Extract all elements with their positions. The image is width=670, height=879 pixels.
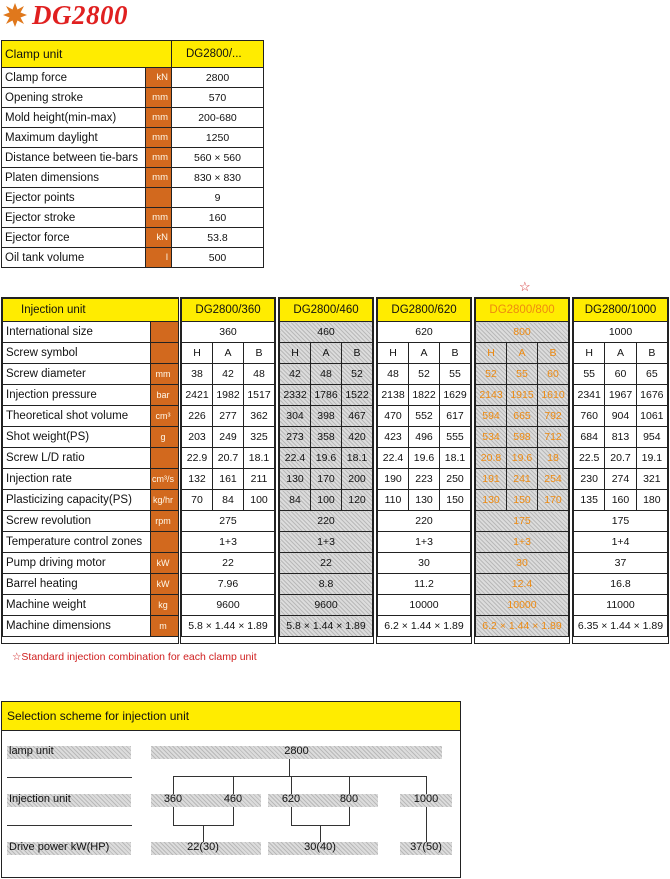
spec-value: 362 bbox=[244, 406, 275, 427]
spec-value: 1822 bbox=[409, 385, 440, 406]
spec-value: 1982 bbox=[213, 385, 244, 406]
spec-value: 30 bbox=[378, 553, 471, 574]
standard-combination-note: ☆Standard injection combination for each clamp unit bbox=[12, 651, 257, 663]
clamp-row-label: Platen dimensions bbox=[2, 168, 146, 188]
injection-row-label: Temperature control zones bbox=[3, 532, 151, 553]
spec-value: 684 bbox=[574, 427, 605, 448]
spec-value: 203 bbox=[182, 427, 213, 448]
spec-value: 130 bbox=[476, 490, 507, 511]
injection-row bbox=[3, 322, 179, 343]
clamp-row-value: 53.8 bbox=[172, 228, 264, 248]
spec-value: 18 bbox=[538, 448, 569, 469]
spec-value: 65 bbox=[636, 364, 667, 385]
injection-row bbox=[3, 427, 179, 448]
spec-value: 150 bbox=[440, 490, 471, 511]
spec-value: 60 bbox=[605, 364, 636, 385]
model-column-dg2800-800 bbox=[474, 297, 570, 644]
clamp-row-label: Maximum daylight bbox=[2, 128, 146, 148]
spec-value: 12.4 bbox=[476, 574, 569, 595]
clamp-unit-table bbox=[1, 40, 264, 268]
spec-value: 19.6 bbox=[311, 448, 342, 469]
screw-symbol: A bbox=[409, 343, 440, 364]
spec-value: 2143 bbox=[476, 385, 507, 406]
scheme-row-label: Drive power kW(HP) bbox=[9, 841, 110, 853]
injection-row-label: Injection rate bbox=[3, 469, 151, 490]
screw-symbol: B bbox=[342, 343, 373, 364]
spec-value: 220 bbox=[378, 511, 471, 532]
spec-value: 20.7 bbox=[605, 448, 636, 469]
model-name: DG2800/620 bbox=[378, 299, 471, 322]
standard-combination-star: ☆ bbox=[519, 279, 531, 294]
spec-value: 211 bbox=[244, 469, 275, 490]
spec-value: 70 bbox=[182, 490, 213, 511]
clamp-row-label: Ejector stroke bbox=[2, 208, 146, 228]
injection-row bbox=[3, 364, 179, 385]
clamp-row bbox=[2, 248, 264, 268]
model-name: DG2800/460 bbox=[280, 299, 373, 322]
spec-value: 16.8 bbox=[574, 574, 668, 595]
spec-value: 1610 bbox=[538, 385, 569, 406]
screw-symbol: B bbox=[538, 343, 569, 364]
clamp-row-unit: mm bbox=[146, 128, 172, 148]
spec-value: 534 bbox=[476, 427, 507, 448]
clamp-row-unit: mm bbox=[146, 148, 172, 168]
spec-value: 7.96 bbox=[182, 574, 275, 595]
spec-value: 1+4 bbox=[574, 532, 668, 553]
injection-row-unit: cm³/s bbox=[151, 469, 179, 490]
spec-value: 496 bbox=[409, 427, 440, 448]
injection-row-unit: bar bbox=[151, 385, 179, 406]
spec-value: 277 bbox=[213, 406, 244, 427]
clamp-row-value: 160 bbox=[172, 208, 264, 228]
clamp-row-unit bbox=[146, 188, 172, 208]
injection-row bbox=[3, 574, 179, 595]
spec-value: 1915 bbox=[507, 385, 538, 406]
clamp-header-row bbox=[2, 41, 264, 68]
spec-value: 37 bbox=[574, 553, 668, 574]
screw-symbol: B bbox=[440, 343, 471, 364]
model-column-dg2800-360 bbox=[180, 297, 276, 644]
clamp-row-label: Clamp force bbox=[2, 68, 146, 88]
injection-row-unit: g bbox=[151, 427, 179, 448]
spec-value: 598 bbox=[507, 427, 538, 448]
injection-unit-table bbox=[1, 297, 669, 644]
spec-value: 241 bbox=[507, 469, 538, 490]
scheme-injection-value: 800 bbox=[339, 793, 359, 805]
spec-value: 904 bbox=[605, 406, 636, 427]
spec-value: 11000 bbox=[574, 595, 668, 616]
model-column-dg2800-1000 bbox=[572, 297, 669, 644]
spec-value: 48 bbox=[311, 364, 342, 385]
clamp-row-unit: kN bbox=[146, 68, 172, 88]
clamp-row-value: 500 bbox=[172, 248, 264, 268]
screw-symbol: A bbox=[507, 343, 538, 364]
spec-value: 230 bbox=[574, 469, 605, 490]
clamp-row-label: Distance between tie-bars bbox=[2, 148, 146, 168]
injection-row-unit: m bbox=[151, 616, 179, 637]
spec-value: 170 bbox=[311, 469, 342, 490]
clamp-row-unit: mm bbox=[146, 168, 172, 188]
clamp-row-unit: mm bbox=[146, 208, 172, 228]
injection-row bbox=[3, 343, 179, 364]
scheme-injection-value: 460 bbox=[223, 793, 243, 805]
clamp-row-label: Ejector points bbox=[2, 188, 146, 208]
spec-value: 1517 bbox=[244, 385, 275, 406]
screw-symbol: H bbox=[280, 343, 311, 364]
spec-value: 8.8 bbox=[280, 574, 373, 595]
spec-value: 175 bbox=[574, 511, 668, 532]
spec-value: 52 bbox=[476, 364, 507, 385]
clamp-row-label: Ejector force bbox=[2, 228, 146, 248]
title-text: DG2800 bbox=[32, 0, 128, 30]
clamp-row bbox=[2, 128, 264, 148]
spec-value: 60 bbox=[538, 364, 569, 385]
screw-symbol: B bbox=[636, 343, 667, 364]
spec-value: 423 bbox=[378, 427, 409, 448]
spec-value: 52 bbox=[342, 364, 373, 385]
clamp-row bbox=[2, 188, 264, 208]
divider bbox=[7, 825, 132, 826]
injection-row bbox=[3, 490, 179, 511]
spec-value: 150 bbox=[507, 490, 538, 511]
injection-row-label: Injection pressure bbox=[3, 385, 151, 406]
spec-value: 250 bbox=[440, 469, 471, 490]
spec-value: 2421 bbox=[182, 385, 213, 406]
clamp-row bbox=[2, 208, 264, 228]
spec-value: 19.6 bbox=[507, 448, 538, 469]
spec-value: 223 bbox=[409, 469, 440, 490]
spec-value: 358 bbox=[311, 427, 342, 448]
spec-value: 1+3 bbox=[280, 532, 373, 553]
international-size: 460 bbox=[280, 322, 373, 343]
scheme-clamp-value: 2800 bbox=[284, 745, 309, 757]
spec-value: 22 bbox=[280, 553, 373, 574]
screw-symbol: A bbox=[213, 343, 244, 364]
model-column-dg2800-620 bbox=[376, 297, 472, 644]
spec-value: 9600 bbox=[280, 595, 373, 616]
page-title bbox=[2, 0, 128, 30]
spec-value: 1786 bbox=[311, 385, 342, 406]
spec-value: 19.6 bbox=[409, 448, 440, 469]
injection-row bbox=[3, 406, 179, 427]
spec-value: 1676 bbox=[636, 385, 667, 406]
injection-row-label: Screw revolution bbox=[3, 511, 151, 532]
international-size: 1000 bbox=[574, 322, 668, 343]
spec-value: 18.1 bbox=[244, 448, 275, 469]
spec-value: 190 bbox=[378, 469, 409, 490]
injection-header-label: Injection unit bbox=[3, 299, 179, 322]
injection-row bbox=[3, 553, 179, 574]
spec-value: 594 bbox=[476, 406, 507, 427]
spec-value: 467 bbox=[342, 406, 373, 427]
injection-row-label: Theoretical shot volume bbox=[3, 406, 151, 427]
clamp-row bbox=[2, 168, 264, 188]
injection-row-unit: rpm bbox=[151, 511, 179, 532]
clamp-row-value: 200-680 bbox=[172, 108, 264, 128]
injection-row-label: Screw symbol bbox=[3, 343, 151, 364]
scheme-injection-value: 620 bbox=[281, 793, 301, 805]
spec-value: 274 bbox=[605, 469, 636, 490]
spec-value: 22.9 bbox=[182, 448, 213, 469]
spec-value: 6.2 × 1.44 × 1.89 bbox=[378, 616, 471, 637]
international-size: 620 bbox=[378, 322, 471, 343]
spec-value: 1522 bbox=[342, 385, 373, 406]
clamp-row bbox=[2, 108, 264, 128]
screw-symbol: A bbox=[311, 343, 342, 364]
injection-row-label: Plasticizing capacity(PS) bbox=[3, 490, 151, 511]
spec-value: 120 bbox=[342, 490, 373, 511]
screw-symbol: A bbox=[605, 343, 636, 364]
spec-value: 1+3 bbox=[476, 532, 569, 553]
spec-value: 11.2 bbox=[378, 574, 471, 595]
spec-value: 1061 bbox=[636, 406, 667, 427]
spec-value: 84 bbox=[213, 490, 244, 511]
spec-value: 2332 bbox=[280, 385, 311, 406]
clamp-row-unit: kN bbox=[146, 228, 172, 248]
spec-value: 249 bbox=[213, 427, 244, 448]
spec-value: 420 bbox=[342, 427, 373, 448]
spec-value: 30 bbox=[476, 553, 569, 574]
spec-value: 9600 bbox=[182, 595, 275, 616]
injection-row-label: Screw diameter bbox=[3, 364, 151, 385]
spec-value: 254 bbox=[538, 469, 569, 490]
spec-value: 10000 bbox=[378, 595, 471, 616]
screw-symbol: H bbox=[574, 343, 605, 364]
spec-value: 191 bbox=[476, 469, 507, 490]
scheme-injection-value: 1000 bbox=[413, 793, 439, 805]
injection-row-unit bbox=[151, 448, 179, 469]
spec-value: 132 bbox=[182, 469, 213, 490]
sunburst-icon bbox=[2, 2, 28, 28]
clamp-row-unit: mm bbox=[146, 88, 172, 108]
screw-symbol: H bbox=[182, 343, 213, 364]
clamp-row bbox=[2, 88, 264, 108]
spec-value: 48 bbox=[378, 364, 409, 385]
spec-value: 1+3 bbox=[182, 532, 275, 553]
spec-value: 52 bbox=[409, 364, 440, 385]
injection-row-unit bbox=[151, 532, 179, 553]
injection-row-unit: mm bbox=[151, 364, 179, 385]
clamp-row bbox=[2, 228, 264, 248]
injection-row-label: Shot weight(PS) bbox=[3, 427, 151, 448]
clamp-row-value: 9 bbox=[172, 188, 264, 208]
injection-row-label: Barrel heating bbox=[3, 574, 151, 595]
spec-value: 175 bbox=[476, 511, 569, 532]
injection-row-unit: kg/hr bbox=[151, 490, 179, 511]
clamp-row bbox=[2, 68, 264, 88]
injection-row-unit: cm³ bbox=[151, 406, 179, 427]
spec-value: 792 bbox=[538, 406, 569, 427]
injection-row-label: Pump driving motor bbox=[3, 553, 151, 574]
spec-value: 665 bbox=[507, 406, 538, 427]
spec-value: 1629 bbox=[440, 385, 471, 406]
spec-value: 160 bbox=[605, 490, 636, 511]
spec-value: 42 bbox=[280, 364, 311, 385]
injection-row bbox=[3, 595, 179, 616]
spec-value: 55 bbox=[574, 364, 605, 385]
injection-row bbox=[3, 385, 179, 406]
spec-value: 321 bbox=[636, 469, 667, 490]
clamp-row-label: Oil tank volume bbox=[2, 248, 146, 268]
spec-value: 226 bbox=[182, 406, 213, 427]
spec-value: 48 bbox=[244, 364, 275, 385]
spec-value: 275 bbox=[182, 511, 275, 532]
spec-value: 200 bbox=[342, 469, 373, 490]
injection-row-unit bbox=[151, 322, 179, 343]
clamp-header-label: Clamp unit bbox=[2, 41, 172, 68]
spec-value: 55 bbox=[440, 364, 471, 385]
clamp-row-value: 560 × 560 bbox=[172, 148, 264, 168]
injection-row bbox=[3, 469, 179, 490]
spec-value: 220 bbox=[280, 511, 373, 532]
scheme-row-label: Injection unit bbox=[9, 793, 71, 805]
screw-symbol: H bbox=[476, 343, 507, 364]
screw-symbol: B bbox=[244, 343, 275, 364]
spec-value: 38 bbox=[182, 364, 213, 385]
spec-value: 170 bbox=[538, 490, 569, 511]
clamp-row-value: 830 × 830 bbox=[172, 168, 264, 188]
spec-value: 19.1 bbox=[636, 448, 667, 469]
spec-value: 712 bbox=[538, 427, 569, 448]
spec-value: 954 bbox=[636, 427, 667, 448]
clamp-row-value: 570 bbox=[172, 88, 264, 108]
spec-value: 470 bbox=[378, 406, 409, 427]
spec-value: 130 bbox=[280, 469, 311, 490]
spec-value: 1+3 bbox=[378, 532, 471, 553]
spec-value: 20.7 bbox=[213, 448, 244, 469]
spec-value: 180 bbox=[636, 490, 667, 511]
spec-value: 760 bbox=[574, 406, 605, 427]
clamp-row-value: 2800 bbox=[172, 68, 264, 88]
injection-row bbox=[3, 448, 179, 469]
spec-value: 42 bbox=[213, 364, 244, 385]
injection-row bbox=[3, 511, 179, 532]
spec-value: 135 bbox=[574, 490, 605, 511]
spec-value: 2341 bbox=[574, 385, 605, 406]
spec-value: 20.8 bbox=[476, 448, 507, 469]
spec-value: 398 bbox=[311, 406, 342, 427]
spec-value: 5.8 × 1.44 × 1.89 bbox=[182, 616, 275, 637]
injection-row bbox=[3, 532, 179, 553]
model-name: DG2800/800 bbox=[476, 299, 569, 322]
spec-value: 18.1 bbox=[440, 448, 471, 469]
clamp-header-model: DG2800/... bbox=[172, 41, 264, 68]
spec-value: 100 bbox=[244, 490, 275, 511]
spec-value: 10000 bbox=[476, 595, 569, 616]
injection-row-label: Screw L/D ratio bbox=[3, 448, 151, 469]
spec-value: 84 bbox=[280, 490, 311, 511]
spec-value: 161 bbox=[213, 469, 244, 490]
international-size: 360 bbox=[182, 322, 275, 343]
injection-row-unit: kg bbox=[151, 595, 179, 616]
scheme-power-value: 37(50) bbox=[410, 841, 442, 853]
spec-value: 18.1 bbox=[342, 448, 373, 469]
scheme-injection-value: 360 bbox=[163, 793, 183, 805]
scheme-row-label: lamp unit bbox=[9, 745, 54, 757]
selection-scheme bbox=[1, 701, 461, 878]
spec-value: 110 bbox=[378, 490, 409, 511]
spec-value: 5.8 × 1.44 × 1.89 bbox=[280, 616, 373, 637]
spec-value: 325 bbox=[244, 427, 275, 448]
spec-value: 2138 bbox=[378, 385, 409, 406]
international-size: 800 bbox=[476, 322, 569, 343]
clamp-row-unit: mm bbox=[146, 108, 172, 128]
spec-value: 100 bbox=[311, 490, 342, 511]
spec-value: 552 bbox=[409, 406, 440, 427]
injection-row-unit: kW bbox=[151, 574, 179, 595]
injection-label-column bbox=[1, 297, 179, 644]
spec-value: 304 bbox=[280, 406, 311, 427]
clamp-row-value: 1250 bbox=[172, 128, 264, 148]
spec-value: 813 bbox=[605, 427, 636, 448]
injection-row bbox=[3, 616, 179, 637]
clamp-row-unit: l bbox=[146, 248, 172, 268]
spec-value: 617 bbox=[440, 406, 471, 427]
spec-value: 6.2 × 1.44 × 1.89 bbox=[476, 616, 569, 637]
spec-value: 1967 bbox=[605, 385, 636, 406]
scheme-title: Selection scheme for injection unit bbox=[2, 702, 460, 731]
divider bbox=[7, 777, 132, 778]
model-name: DG2800/360 bbox=[182, 299, 275, 322]
injection-row-label: International size bbox=[3, 322, 151, 343]
spec-value: 555 bbox=[440, 427, 471, 448]
spec-value: 22.5 bbox=[574, 448, 605, 469]
spec-value: 273 bbox=[280, 427, 311, 448]
screw-symbol: H bbox=[378, 343, 409, 364]
model-name: DG2800/1000 bbox=[574, 299, 668, 322]
scheme-power-value: 22(30) bbox=[187, 841, 219, 853]
injection-row-label: Machine weight bbox=[3, 595, 151, 616]
clamp-row-label: Mold height(min-max) bbox=[2, 108, 146, 128]
scheme-power-value: 30(40) bbox=[304, 841, 336, 853]
spec-value: 55 bbox=[507, 364, 538, 385]
spec-value: 22.4 bbox=[280, 448, 311, 469]
clamp-row bbox=[2, 148, 264, 168]
spec-value: 22.4 bbox=[378, 448, 409, 469]
spec-value: 22 bbox=[182, 553, 275, 574]
injection-row-label: Machine dimensions bbox=[3, 616, 151, 637]
injection-row-unit bbox=[151, 343, 179, 364]
clamp-row-label: Opening stroke bbox=[2, 88, 146, 108]
injection-row-unit: kW bbox=[151, 553, 179, 574]
spec-value: 6.35 × 1.44 × 1.89 bbox=[574, 616, 668, 637]
spec-value: 130 bbox=[409, 490, 440, 511]
model-column-dg2800-460 bbox=[278, 297, 374, 644]
